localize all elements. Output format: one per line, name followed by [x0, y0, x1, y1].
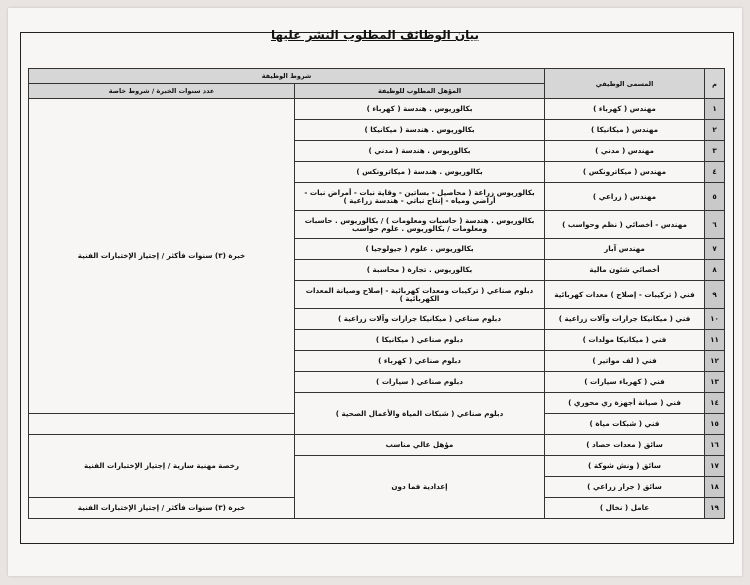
- qualification-cell: دبلوم صناعي ( شبكات المياة والأعمال الصحية ): [295, 393, 545, 435]
- row-number: ١٧: [705, 456, 725, 477]
- qualification-cell: بكالوريوس . علوم ( جيولوجيا ): [295, 239, 545, 260]
- job-title-cell: فني ( لف مواتير ): [545, 351, 705, 372]
- row-number: ٤: [705, 162, 725, 183]
- row-number: ٩: [705, 281, 725, 309]
- job-title-cell: مهندس - أخصائي ( نظم وحواسب ): [545, 211, 705, 239]
- qualification-cell: بكالوريوس . تجارة ( محاسبة ): [295, 260, 545, 281]
- qualification-cell: دبلوم صناعي ( ميكانيكا ): [295, 330, 545, 351]
- row-number: ١٥: [705, 414, 725, 435]
- row-number: ٨: [705, 260, 725, 281]
- qualification-cell: بكالوريوس . هندسة ( مدني ): [295, 141, 545, 162]
- document-title: بيان الوظائف المطلوب النشر عليها: [270, 28, 480, 42]
- qualification-cell: دبلوم صناعي ( تركيبات ومعدات كهربائية - إصلاح وصيانة المعدات الكهربائية ): [295, 281, 545, 309]
- row-number: ١٤: [705, 393, 725, 414]
- row-number: ١٣: [705, 372, 725, 393]
- job-title-cell: فني ( تركيبات - إصلاح ) معدات كهربائية: [545, 281, 705, 309]
- conditions-cell: خبرة (٣) سنوات فأكثر / إجتياز الإختبارات الفنية: [29, 99, 295, 414]
- job-title-cell: مهندس ( كهرباء ): [545, 99, 705, 120]
- job-title-cell: سائق ( معدات حصاد ): [545, 435, 705, 456]
- job-title-cell: سائق ( ونش شوكة ): [545, 456, 705, 477]
- row-number: ١٠: [705, 309, 725, 330]
- row-number: ١١: [705, 330, 725, 351]
- conditions-cell: رخصة مهنية سارية / إجتياز الإختبارات الفنية: [29, 435, 295, 498]
- qualification-cell: بكالوريوس . هندسة ( ميكانيكا ): [295, 120, 545, 141]
- row-number: ١٢: [705, 351, 725, 372]
- header-num: م: [705, 69, 725, 99]
- job-title-cell: مهندس آبار: [545, 239, 705, 260]
- row-number: ٦: [705, 211, 725, 239]
- row-number: ٥: [705, 183, 725, 211]
- header-job-title: المسمى الوظيفي: [545, 69, 705, 99]
- row-number: ٢: [705, 120, 725, 141]
- row-number: ٣: [705, 141, 725, 162]
- header-qualification: المؤهل المطلوب للوظيفة: [295, 84, 545, 99]
- row-number: ١٨: [705, 477, 725, 498]
- qualification-cell: دبلوم صناعي ( كهرباء ): [295, 351, 545, 372]
- qualification-cell: بكالوريوس . هندسة ( حاسبات ومعلومات ) / بكالوريوس . حاسبات ومعلومات / بكالوريوس . علوم حواسب: [295, 211, 545, 239]
- job-title-cell: عامل ( نخال ): [545, 498, 705, 519]
- qualification-cell: بكالوريوس . هندسة ( ميكاترونكس ): [295, 162, 545, 183]
- job-title-cell: فني ( صيانة أجهزة ري محوري ): [545, 393, 705, 414]
- qualification-cell: دبلوم صناعي ( سيارات ): [295, 372, 545, 393]
- qualification-cell: مؤهل عالي مناسب: [295, 435, 545, 456]
- qualification-cell: بكالوريوس زراعة ( محاصيل - بساتين - وقاية نبات - أمراض نبات - أراضي ومياه - إنتاج نباتي - هندسة زراعية ): [295, 183, 545, 211]
- job-title-cell: أخصائي شئون مالية: [545, 260, 705, 281]
- qualification-cell: بكالوريوس . هندسة ( كهرباء ): [295, 99, 545, 120]
- header-experience: عدد سنوات الخبرة / شروط خاصة: [29, 84, 295, 99]
- conditions-cell-continued: [29, 414, 295, 435]
- conditions-cell: خبرة (٣) سنوات فأكثر / إجتياز الإختبارات الفنية: [29, 498, 295, 519]
- job-title-cell: مهندس ( زراعي ): [545, 183, 705, 211]
- job-title-cell: مهندس ( ميكاترونكس ): [545, 162, 705, 183]
- qualification-cell: دبلوم صناعي ( ميكانيكا جرارات وآلات زراعية ): [295, 309, 545, 330]
- row-number: ٧: [705, 239, 725, 260]
- job-title-cell: فني ( شبكات مياة ): [545, 414, 705, 435]
- job-title-cell: مهندس ( ميكانيكا ): [545, 120, 705, 141]
- qualification-cell: إعدادية فما دون: [295, 456, 545, 519]
- job-title-cell: فني ( ميكانيكا جرارات وآلات زراعية ): [545, 309, 705, 330]
- table-row: [29, 435, 725, 456]
- header-job-conditions: شروط الوظيفة: [29, 69, 545, 84]
- job-title-cell: مهندس ( مدني ): [545, 141, 705, 162]
- jobs-table: [28, 68, 725, 519]
- table-row: [29, 99, 725, 120]
- job-title-cell: فني ( ميكانيكا مولدات ): [545, 330, 705, 351]
- job-title-cell: سائق ( جرار زراعي ): [545, 477, 705, 498]
- row-number: ١٦: [705, 435, 725, 456]
- job-title-cell: فني ( كهرباء سيارات ): [545, 372, 705, 393]
- document-page: [8, 8, 742, 576]
- row-number: ١٩: [705, 498, 725, 519]
- row-number: ١: [705, 99, 725, 120]
